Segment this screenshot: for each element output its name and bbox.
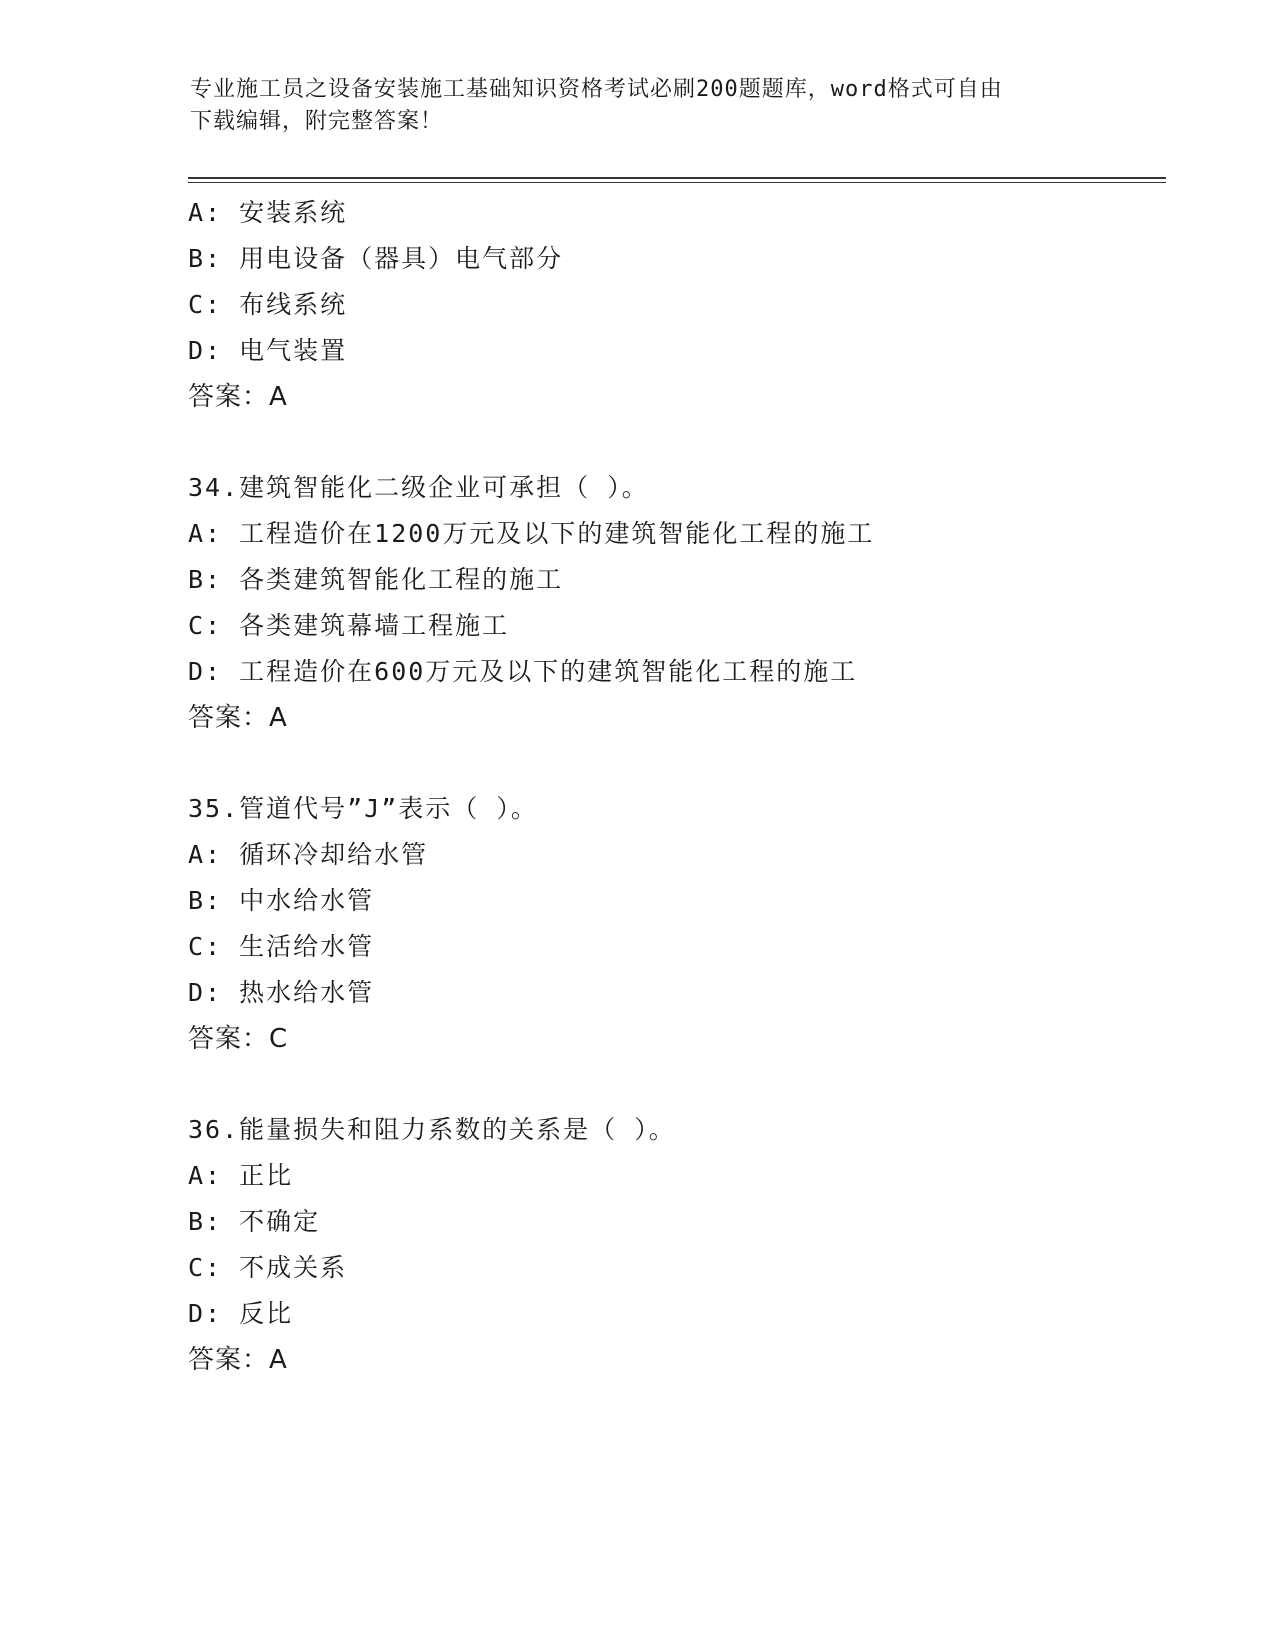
header-divider-thin (188, 182, 1166, 183)
option-a: A: 循环冷却给水管 (188, 840, 429, 869)
option-d: D: 电气装置 (188, 336, 348, 365)
option-d: D: 反比 (188, 1299, 294, 1328)
answer-line: 答案：C (188, 1024, 289, 1054)
option-d: D: 热水给水管 (188, 978, 375, 1007)
option-a: A: 正比 (188, 1161, 294, 1190)
option-b: B: 各类建筑智能化工程的施工 (188, 565, 564, 594)
question-text: 34.建筑智能化二级企业可承担（ ）。 (188, 473, 649, 502)
header-divider-thick (188, 177, 1166, 179)
option-c: C: 不成关系 (188, 1253, 348, 1282)
spacer (188, 420, 1168, 465)
question-block-36 (188, 1107, 1168, 1383)
option-b: B: 中水给水管 (188, 886, 375, 915)
spacer (188, 741, 1168, 786)
question-text: 35.管道代号”J”表示（ ）。 (188, 794, 538, 823)
spacer (188, 1062, 1168, 1107)
answer-line: 答案：A (188, 1345, 288, 1375)
option-b: B: 不确定 (188, 1207, 321, 1236)
question-block-35 (188, 786, 1168, 1062)
option-c: C: 布线系统 (188, 290, 348, 319)
answer-line: 答案：A (188, 382, 288, 412)
header-line-1: 专业施工员之设备安装施工基础知识资格考试必刷200题题库，word格式可自由 (190, 77, 1003, 102)
option-c: C: 各类建筑幕墙工程施工 (188, 611, 510, 640)
option-c: C: 生活给水管 (188, 932, 375, 961)
header-line-2: 下载编辑，附完整答案！ (190, 109, 444, 134)
option-d: D: 工程造价在600万元及以下的建筑智能化工程的施工 (188, 657, 858, 686)
question-block-33 (188, 190, 1168, 420)
question-block-34 (188, 465, 1168, 741)
document-header (190, 74, 1090, 138)
option-b: B: 用电设备（器具）电气部分 (188, 244, 564, 273)
option-a: A: 工程造价在1200万元及以下的建筑智能化工程的施工 (188, 519, 875, 548)
option-a: A: 安装系统 (188, 198, 348, 227)
question-list (188, 190, 1168, 1383)
question-text: 36.能量损失和阻力系数的关系是（ ）。 (188, 1115, 676, 1144)
answer-line: 答案：A (188, 703, 288, 733)
